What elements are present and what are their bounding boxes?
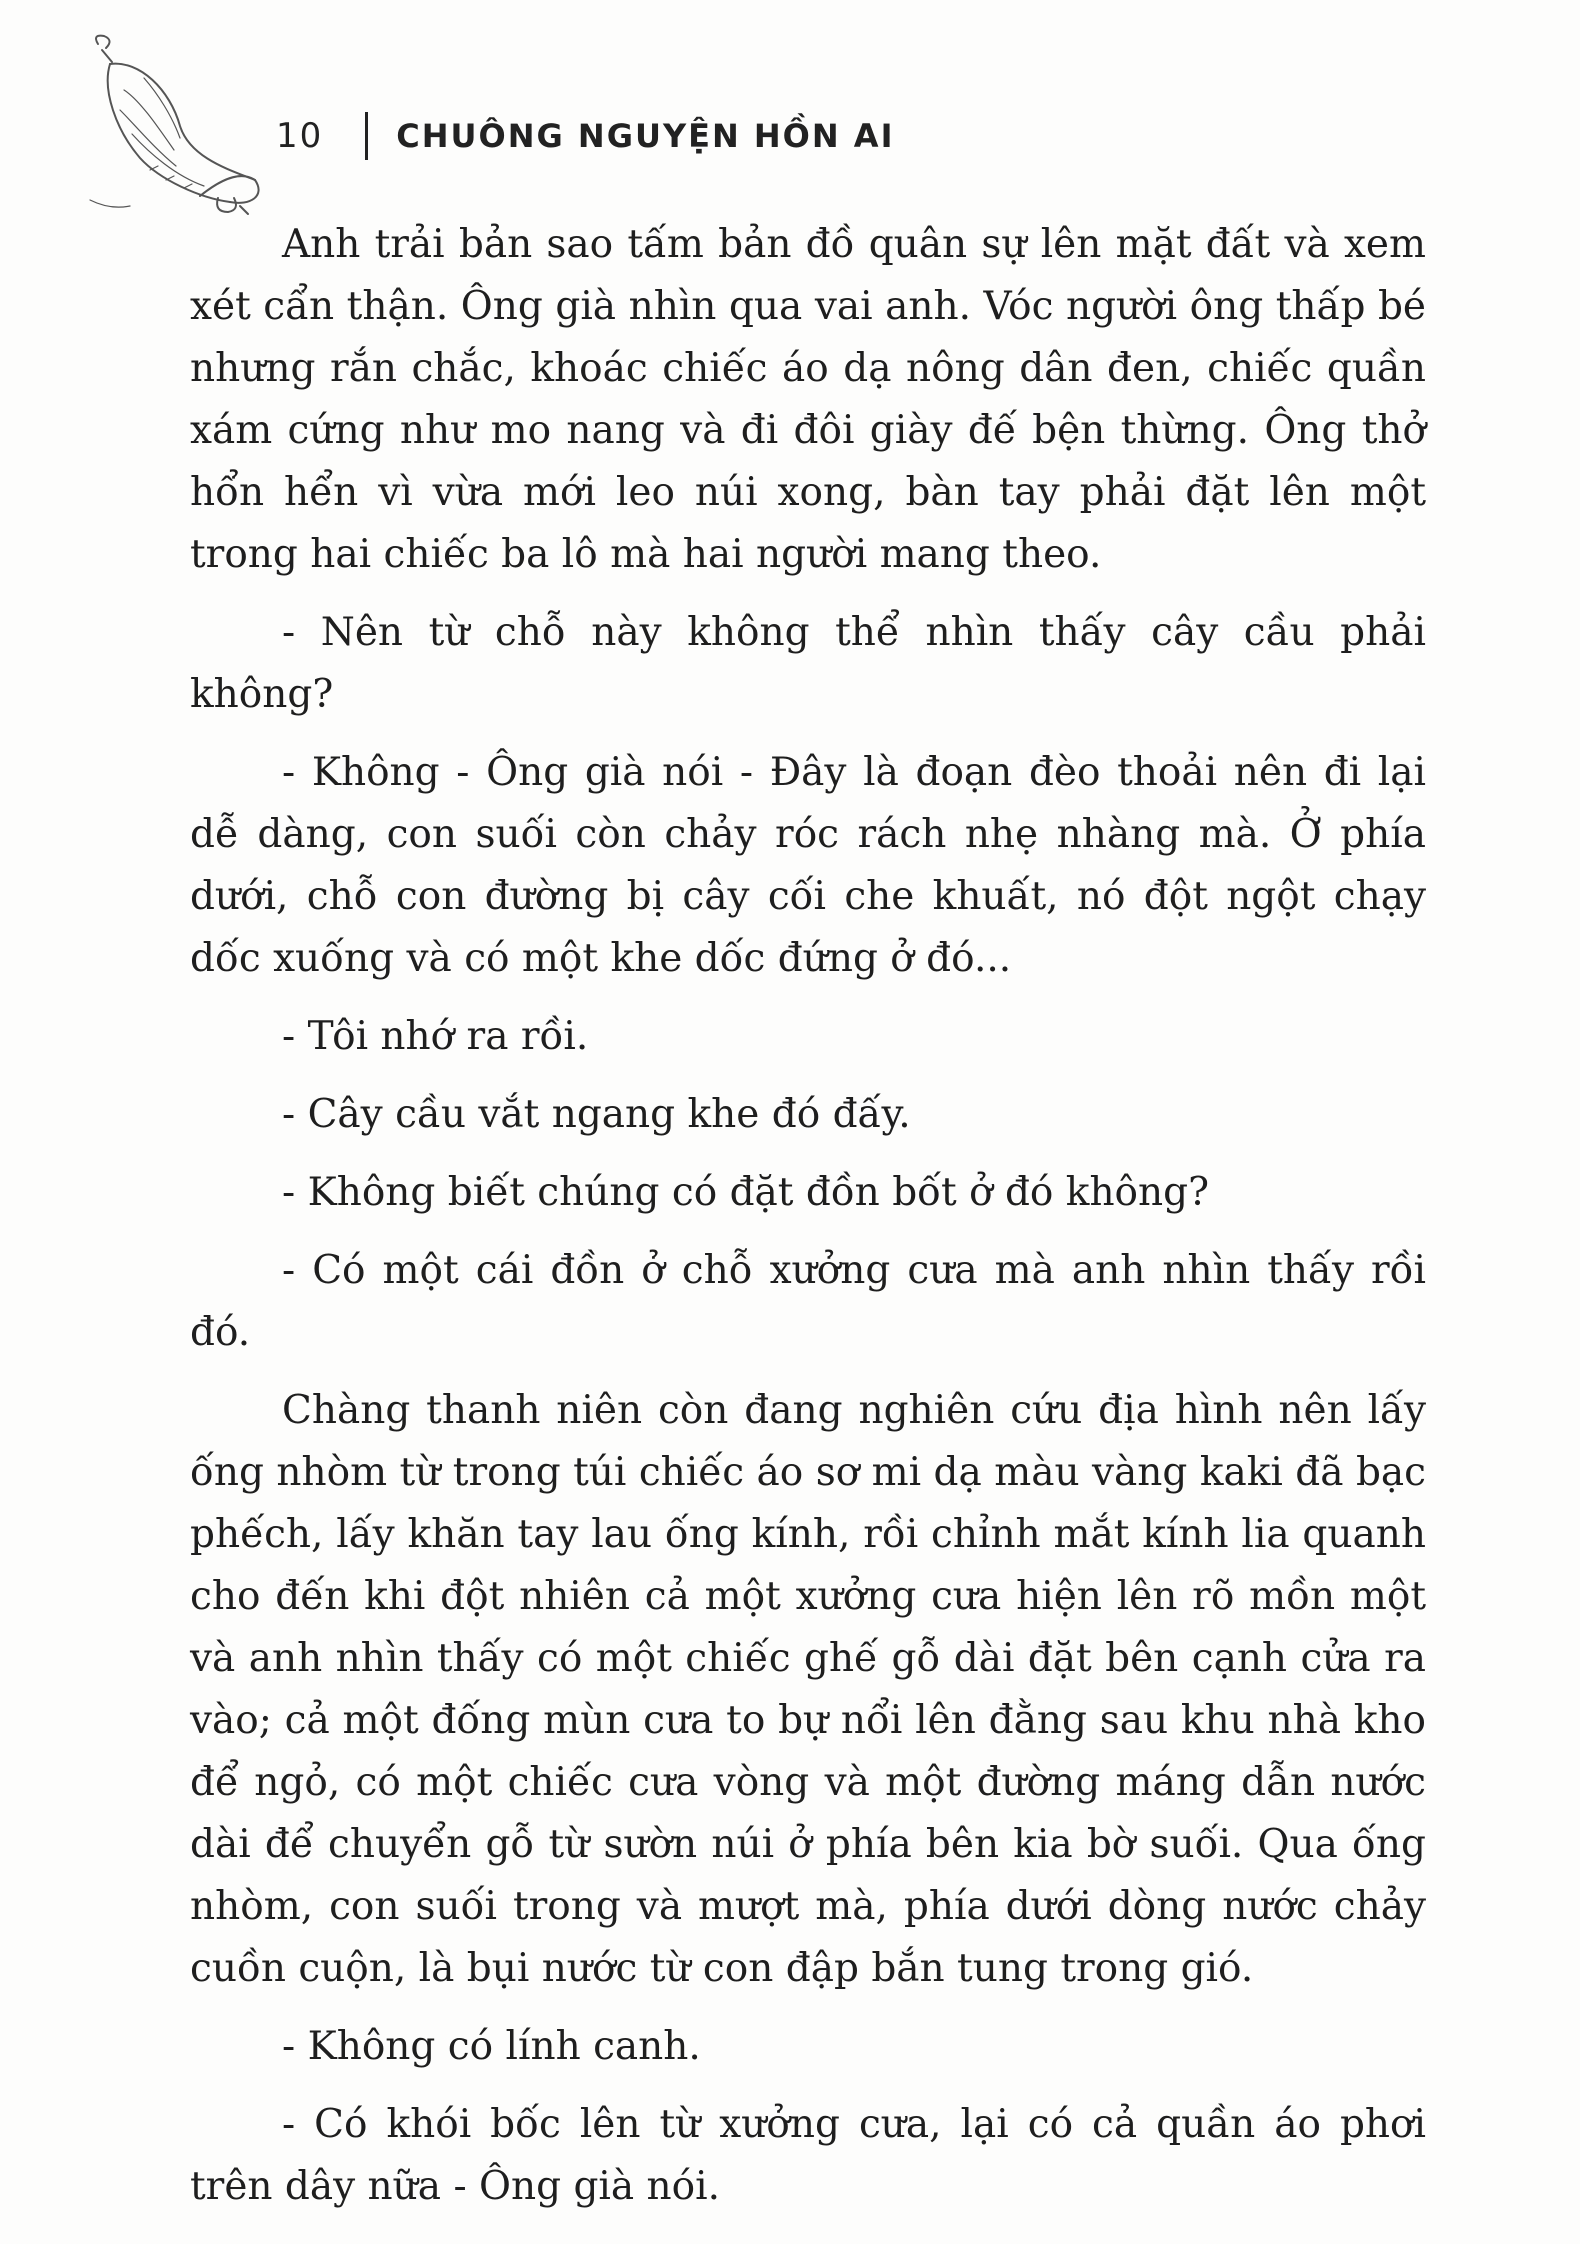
dialogue-line: - Không có lính canh.	[282, 2024, 701, 2069]
header-divider	[365, 112, 368, 160]
paragraph: Anh trải bản sao tấm bản đồ quân sự lên mặt đất và xem xét cẩn thận. Ông già nhìn qua vai anh. Vóc người ông thấp bé nhưng rắn chắc, khoác chiếc áo dạ nông dân đen, chiếc quần xám cứng như mo nang và đi đôi giày đế bện thừng. Ông thở hổn hển vì vừa mới leo núi xong, bàn tay phải đặt lên một trong hai chiếc ba lô mà hai người mang theo.	[190, 222, 1426, 577]
page-body	[190, 214, 1426, 2234]
dialogue-line: - Tôi nhớ ra rồi.	[282, 1014, 589, 1059]
dialogue-line: - Có khói bốc lên từ xưởng cưa, lại có cả quần áo phơi trên dây nữa - Ông già nói.	[190, 2102, 1426, 2209]
dialogue-line: - Không biết chúng có đặt đồn bốt ở đó không?	[282, 1170, 1210, 1215]
book-title: CHUÔNG NGUYỆN HỒN AI	[396, 117, 895, 155]
dialogue-line: - Có một cái đồn ở chỗ xưởng cưa mà anh nhìn thấy rồi đó.	[190, 1248, 1426, 1355]
page-number: 10	[276, 116, 324, 156]
dialogue-line: - Cây cầu vắt ngang khe đó đấy.	[282, 1092, 911, 1137]
dialogue-line: - Không - Ông già nói - Đây là đoạn đèo thoải nên đi lại dễ dàng, con suối còn chảy róc rách nhẹ nhàng mà. Ở phía dưới, chỗ con đường bị cây cối che khuất, nó đột ngột chạy dốc xuống và có một khe dốc đứng ở đó...	[190, 750, 1426, 981]
running-header	[276, 106, 894, 166]
paragraph: Chàng thanh niên còn đang nghiên cứu địa hình nên lấy ống nhòm từ trong túi chiếc áo sơ mi dạ màu vàng kaki đã bạc phếch, lấy khăn tay lau ống kính, rồi chỉnh mắt kính lia quanh cho đến khi đột nhiên cả một xưởng cưa hiện lên rõ mồn một và anh nhìn thấy có một chiếc ghế gỗ dài đặt bên cạnh cửa ra vào; cả một đống mùn cưa to bự nổi lên đằng sau khu nhà kho để ngỏ, có một chiếc cưa vòng và một đường máng dẫn nước dài để chuyển gỗ từ sườn núi ở phía bên kia bờ suối. Qua ống nhòm, con suối trong và mượt mà, phía dưới dòng nước chảy cuồn cuộn, là bụi nước từ con đập bắn tung trong gió.	[190, 1388, 1426, 1991]
dialogue-line: - Nên từ chỗ này không thể nhìn thấy cây cầu phải không?	[190, 610, 1426, 717]
bell-icon	[80, 30, 280, 220]
